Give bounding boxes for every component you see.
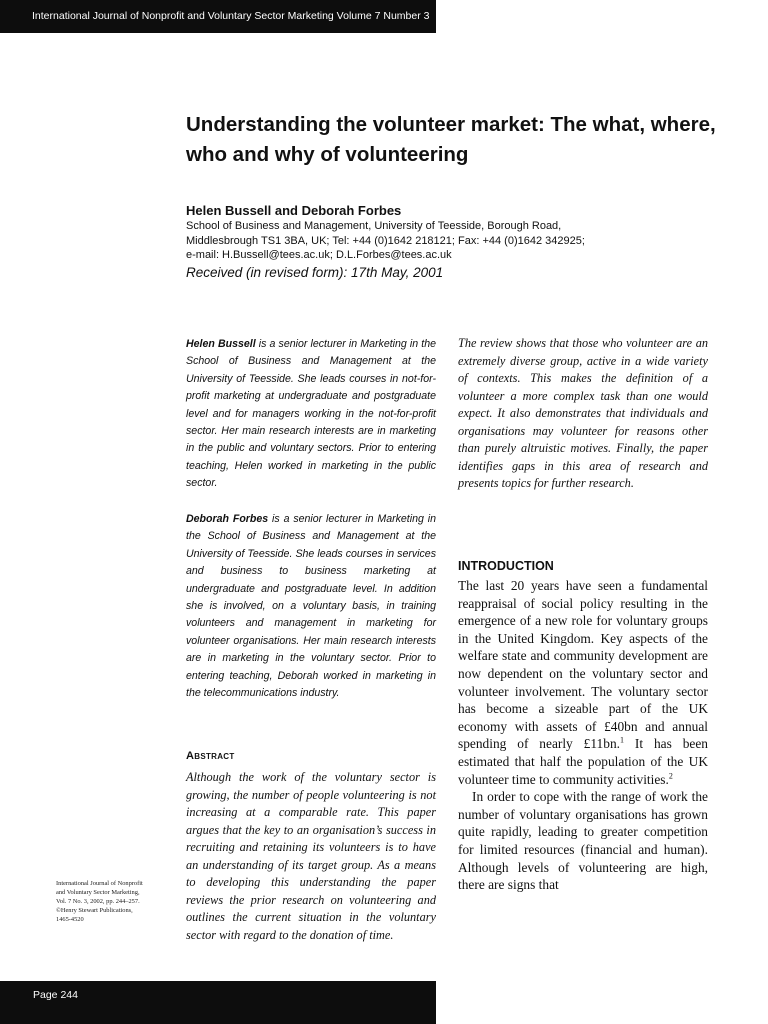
journal-header-bar <box>0 0 436 33</box>
citation-line: 1465-4520 <box>56 916 84 923</box>
bio-text: is a senior lecturer in Marketing in the School of Business and Management at the University of Teesside. She leads courses in not-for-profit marketing at undergraduate and postgraduate level and for managers working in the not-for-profit sector. Her main research interests are in marketing in the public and voluntary sectors. Prior to entering teaching, Helen worked in marketing in the public sector. <box>186 338 437 490</box>
page-footer-bar <box>0 981 436 1024</box>
footnote-ref: 1 <box>619 735 624 745</box>
citation-line: and Voluntary Sector Marketing, <box>56 889 140 896</box>
article-title: Understanding the volunteer market: The what, where, who and why of volunteering <box>186 113 716 166</box>
author-names: Helen Bussell and Deborah Forbes <box>186 203 402 218</box>
page-number: Page 244 <box>33 989 78 1001</box>
affiliation-line: Middlesbrough TS1 3BA, UK; Tel: +44 (0)1642 218121; Fax: +44 (0)1642 342925; <box>186 234 585 247</box>
intro-text-span: The last 20 years have seen a fundamental reappraisal of social policy resulting in the emergence of a new role for voluntary groups in the United Kingdom. Key aspects of the welfare state and community development are now dependent on the voluntary sector and volunteer involvement. The voluntary sector has become a sizeable part of the UK economy with assets of £40bn and annual spending of nearly £11bn. <box>458 578 708 752</box>
bio-text: is a senior lecturer in Marketing in the School of Business and Management at the University of Teesside. She leads courses in services and business to business marketing at undergraduate and postgraduate level. In addition she is involved, on a voluntary basis, in training volunteers and management in marketing for volunteer organisations. Her main research interests are in marketing in the voluntary sector. Prior to entering teaching, Deborah worked in marketing in the telecommunications industry. <box>186 513 437 700</box>
journal-citation <box>56 879 171 924</box>
citation-line: Vol. 7 No. 3, 2002, pp. 244–257. <box>56 898 140 905</box>
bio-author-name: Helen Bussell <box>186 338 256 350</box>
author-bio-bussell <box>186 336 436 493</box>
citation-line: ©Henry Stewart Publications, <box>56 907 133 914</box>
received-date: Received (in revised form): 17th May, 2001 <box>186 265 444 280</box>
author-bio-forbes <box>186 511 436 702</box>
journal-header-text: International Journal of Nonprofit and Voluntary Sector Marketing Volume 7 Number 3 <box>32 10 430 22</box>
introduction-paragraph: In order to cope with the range of work the number of voluntary organisations has grown quite rapidly, leading to greater competition for limited resources (financial and human). Although levels of volunteering are high, there are signs that <box>458 789 708 893</box>
affiliation-line: School of Business and Management, University of Teesside, Borough Road, <box>186 220 562 232</box>
affiliation-line: e-mail: H.Bussell@tees.ac.uk; D.L.Forbes@tees.ac.uk <box>186 249 452 261</box>
abstract-text: Although the work of the voluntary sector is growing, the number of people volunteering is not increasing at a comparable rate. This paper argues that the key to an organisation’s success in recruiting and retaining its volunteers is to have an understanding of its target group. As a means to developing this understanding the paper reviews the prior research on volunteering and outlines the current situation in the voluntary sector with regard to the donation of time. <box>186 770 436 942</box>
introduction-body <box>458 577 708 894</box>
introduction-paragraph <box>458 577 708 788</box>
bio-author-name: Deborah Forbes <box>186 513 269 525</box>
footnote-ref: 2 <box>668 771 673 781</box>
introduction-heading: INTRODUCTION <box>458 559 554 573</box>
abstract-text-continued: The review shows that those who volunteer are an extremely diverse group, active in a wide variety of contexts. This makes the definition of a volunteer a more complex task than one would expect. It also demonstrates that individuals and organisations may volunteer for reasons other than purely altruistic motives. Finally, the paper identifies gaps in this area of research and presents topics for further research. <box>458 336 708 490</box>
citation-line: International Journal of Nonprofit <box>56 880 143 887</box>
abstract-heading: Abstract <box>186 750 235 762</box>
author-affiliation <box>186 219 726 263</box>
intro-text-span: It has been estimated that half the population of the UK volunteer time to community activities. <box>458 736 708 787</box>
